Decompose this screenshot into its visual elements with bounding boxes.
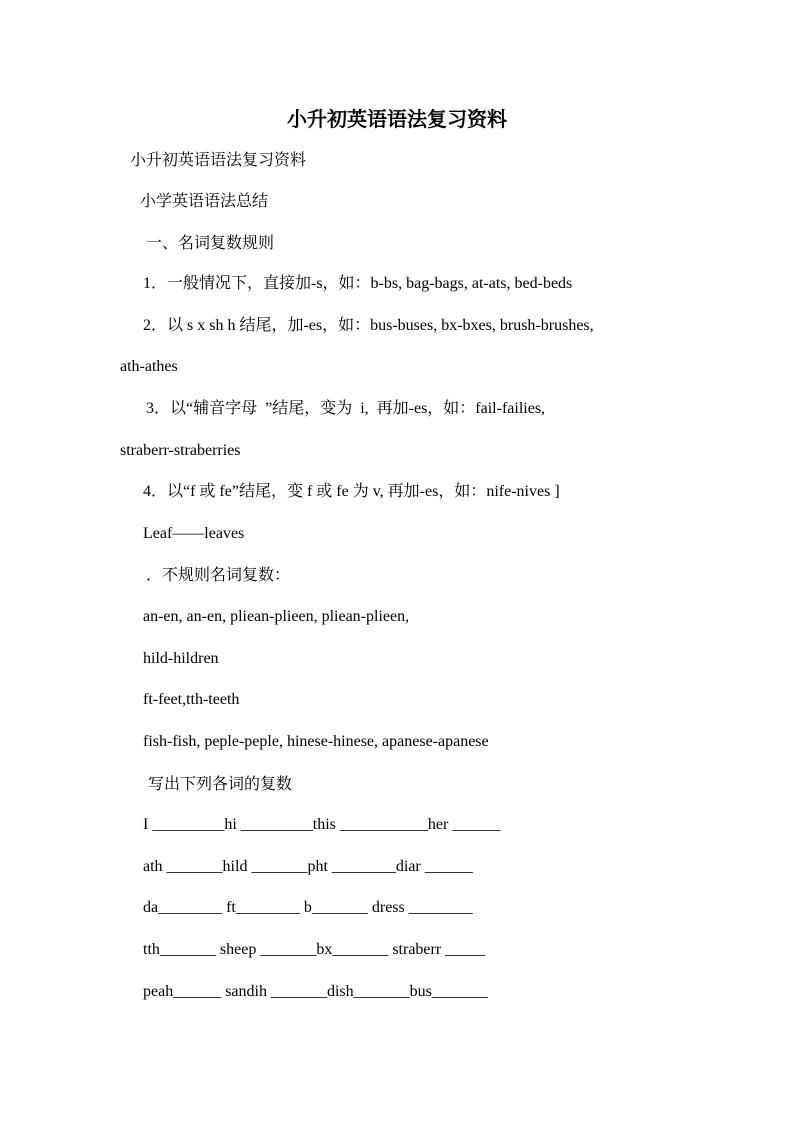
- rule-4: 4．以“f 或 fe”结尾，变 f 或 fe 为 v, 再加-es，如：nife-nives ]: [143, 483, 560, 500]
- rule-3-continued: straberr-straberries: [120, 442, 241, 459]
- irregular-heading: ．不规则名词复数：: [146, 565, 291, 584]
- exercise-heading: 写出下列各词的复数: [148, 774, 293, 793]
- rule-4-example: Leaf——leaves: [143, 525, 245, 542]
- rule-1: 1．一般情况下，直接加-s，如：b-bs, bag-bags, at-ats, bed-beds: [143, 275, 573, 292]
- rule-heading: 一、名词复数规则: [146, 233, 275, 252]
- exercise-row-3: da________ ft________ b_______ dress ________: [143, 899, 473, 916]
- irregular-list-1: an-en, an-en, pliean-plieen, pliean-plieen,: [143, 608, 410, 625]
- rule-3: 3．以“辅音字母 ”结尾，变为 i, 再加-es，如：fail-failies,: [146, 400, 546, 417]
- rule-2: 2．以 s x sh h 结尾，加-es，如：bus-buses, bx-bxes, brush-brushes,: [143, 317, 594, 334]
- exercise-row-4: tth_______ sheep _______bx_______ straberr _____: [143, 941, 486, 958]
- subtitle-line: 小升初英语语法复习资料: [130, 150, 307, 169]
- rule-2-continued: ath-athes: [120, 358, 178, 375]
- exercise-row-2: ath _______hild _______pht ________diar ______: [143, 858, 473, 875]
- document-title: 小升初英语语法复习资料: [287, 107, 507, 131]
- section-heading: 小学英语语法总结: [140, 191, 269, 210]
- exercise-row-5: peah______ sandih _______dish_______bus_______: [143, 983, 488, 1000]
- irregular-list-2: hild-hildren: [143, 650, 219, 667]
- exercise-row-1: I _________hi _________this ___________her ______: [143, 816, 501, 833]
- irregular-list-4: fish-fish, peple-peple, hinese-hinese, apanese-apanese: [143, 733, 489, 750]
- irregular-list-3: ft-feet,tth-teeth: [143, 691, 240, 708]
